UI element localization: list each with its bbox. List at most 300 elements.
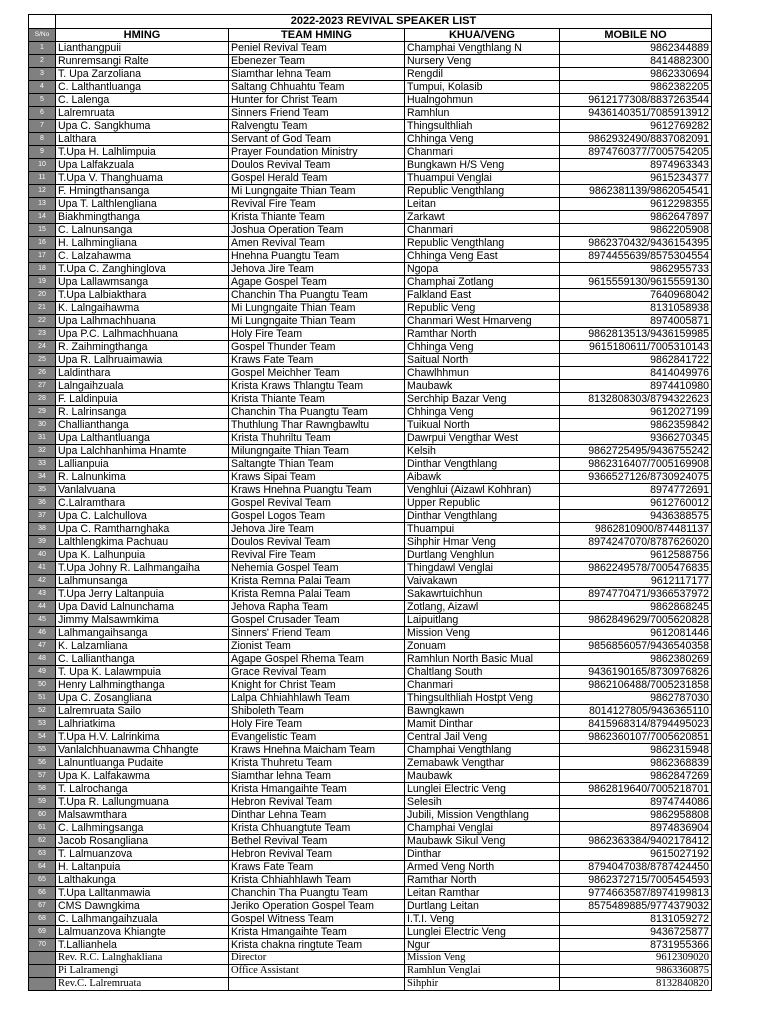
cell-khua: Ramhlun Venglai [405,965,560,978]
table-row [29,55,712,68]
cell-sno: 29 [29,406,56,419]
header-khua: KHUA/VENG [405,29,560,42]
cell-khua: Champhai Zotlang [405,276,560,289]
cell-hming: Lalnuntluanga Pudaite [56,757,229,770]
cell-khua: Leitan [405,198,560,211]
cell-team: Krista Hmangaihte Team [229,783,405,796]
cell-sno: 21 [29,302,56,315]
cell-khua: Ngur [405,939,560,952]
cell-hming: K. Lalngaihawma [56,302,229,315]
table-row [29,705,712,718]
cell-mobile: 8414882300 [560,55,712,68]
cell-hming: Upa Lallawmsanga [56,276,229,289]
cell-team: Krista Kraws Thlangtu Team [229,380,405,393]
cell-sno: 22 [29,315,56,328]
cell-team: Amen Revival Team [229,237,405,250]
cell-team: Siamthar lehna Team [229,68,405,81]
cell-team: Dinthar Lehna Team [229,809,405,822]
cell-hming: T.Upa Jerry Laltanpuia [56,588,229,601]
cell-team: Gospel Thunder Team [229,341,405,354]
cell-khua: Thuampui Venglai [405,172,560,185]
cell-hming: Upa C. Zosangliana [56,692,229,705]
cell-mobile: 9436140351/7085913912 [560,107,712,120]
cell-khua: Zemabawk Vengthar [405,757,560,770]
cell-team: Sinners Friend Team [229,107,405,120]
cell-team: Evangelistic Team [229,731,405,744]
cell-hming: Lalhmunsanga [56,575,229,588]
cell-khua: Ngopa [405,263,560,276]
table-row [29,393,712,406]
cell-sno: 3 [29,68,56,81]
table-row [29,770,712,783]
cell-hming: Lianthangpuii [56,42,229,55]
table-row [29,367,712,380]
cell-khua: Chanmari [405,679,560,692]
table-row [29,640,712,653]
cell-sno [29,978,56,991]
cell-hming: Upa K. Lalhunpuia [56,549,229,562]
cell-sno: 9 [29,146,56,159]
table-row [29,68,712,81]
cell-sno: 37 [29,510,56,523]
cell-hming: Challianthanga [56,419,229,432]
cell-mobile: 8731955366 [560,939,712,952]
staff-row [29,965,712,978]
cell-sno: 40 [29,549,56,562]
cell-team: Bethel Revival Team [229,835,405,848]
cell-hming: Lalthakunga [56,874,229,887]
table-row [29,354,712,367]
cell-mobile: 9856856057/9436540358 [560,640,712,653]
table-row [29,497,712,510]
cell-hming: Lalthlengkima Pachuau [56,536,229,549]
cell-sno: 63 [29,848,56,861]
cell-sno: 50 [29,679,56,692]
cell-sno: 49 [29,666,56,679]
cell-team: Thuthlung Thar Rawngbawltu [229,419,405,432]
cell-sno: 27 [29,380,56,393]
cell-sno: 65 [29,874,56,887]
cell-sno: 68 [29,913,56,926]
cell-khua: Ramthar North [405,328,560,341]
cell-mobile: 9862813513/9436159985 [560,328,712,341]
table-row [29,120,712,133]
table-row [29,718,712,731]
cell-team: Krista Remna Palai Team [229,575,405,588]
table-row [29,562,712,575]
table-row [29,679,712,692]
table-row [29,224,712,237]
cell-team [229,978,405,991]
cell-sno: 20 [29,289,56,302]
cell-mobile: 9436388575 [560,510,712,523]
cell-mobile: 8414049976 [560,367,712,380]
cell-mobile: 9862932490/8837082091 [560,133,712,146]
cell-team: Gospel Logos Team [229,510,405,523]
table-row [29,146,712,159]
table-row [29,237,712,250]
cell-sno: 39 [29,536,56,549]
cell-sno: 38 [29,523,56,536]
cell-mobile: 7640968042 [560,289,712,302]
cell-mobile: 9862316407/7005169908 [560,458,712,471]
cell-mobile: 9436190165/8730976826 [560,666,712,679]
cell-sno: 47 [29,640,56,653]
cell-khua: Dinthar Vengthlang [405,458,560,471]
cell-khua: Maubawk [405,770,560,783]
table-row [29,471,712,484]
cell-hming: Vanlalvuana [56,484,229,497]
table-row [29,172,712,185]
cell-team: Shiboleth Team [229,705,405,718]
table-row [29,419,712,432]
cell-sno: 69 [29,926,56,939]
cell-sno: 16 [29,237,56,250]
cell-team: Krista Remna Palai Team [229,588,405,601]
cell-khua: Chhinga Veng [405,341,560,354]
cell-sno: 57 [29,770,56,783]
title-row [29,15,712,29]
cell-khua: Laipuitlang [405,614,560,627]
cell-team: Revival Fire Team [229,198,405,211]
cell-hming: Upa R. Lalhruaimawia [56,354,229,367]
cell-sno: 70 [29,939,56,952]
cell-hming: C. Lalnunsanga [56,224,229,237]
cell-sno: 30 [29,419,56,432]
table-row [29,614,712,627]
table-row [29,133,712,146]
table-row [29,783,712,796]
cell-team: Hebron Revival Team [229,796,405,809]
cell-hming: T.Upa Lalbiakthara [56,289,229,302]
cell-mobile: 8794047038/8787424450 [560,861,712,874]
cell-hming: T. Upa K. Lalawmpuia [56,666,229,679]
cell-sno: 43 [29,588,56,601]
cell-hming: Lalmuanzova Khiangte [56,926,229,939]
cell-khua: Mission Veng [405,627,560,640]
cell-hming: Jacob Rosangliana [56,835,229,848]
cell-hming: C. Lalzahawma [56,250,229,263]
cell-sno: 56 [29,757,56,770]
cell-khua: Rengdil [405,68,560,81]
table-row [29,822,712,835]
cell-hming: R. Lalnunkima [56,471,229,484]
cell-khua: Tuikual North [405,419,560,432]
cell-hming: T.Upa Lalltanmawia [56,887,229,900]
cell-mobile: 8974247070/8787626020 [560,536,712,549]
cell-khua: Dinthar Vengthlang [405,510,560,523]
cell-mobile: 9612177308/8837263544 [560,94,712,107]
cell-hming: Upa Lalfakzuala [56,159,229,172]
cell-team: Kraws Fate Team [229,354,405,367]
cell-team: Prayer Foundation Ministry [229,146,405,159]
cell-mobile: 9862841722 [560,354,712,367]
cell-team: Ralvengtu Team [229,120,405,133]
cell-khua: Selesih [405,796,560,809]
cell-sno: 36 [29,497,56,510]
cell-mobile: 9862725495/9436755242 [560,445,712,458]
cell-khua: Hualngohmun [405,94,560,107]
cell-sno: 31 [29,432,56,445]
cell-hming: Lalremruata [56,107,229,120]
table-row [29,159,712,172]
cell-team: Peniel Revival Team [229,42,405,55]
cell-team: Chanchin Tha Puangtu Team [229,887,405,900]
cell-team: Mi Lungngaite Thian Team [229,185,405,198]
cell-hming: R. Lalrinsanga [56,406,229,419]
cell-mobile: 9862363384/9402178412 [560,835,712,848]
cell-hming: T.Upa Johny R. Lalhmangaiha [56,562,229,575]
header-team: TEAM HMING [229,29,405,42]
cell-mobile: 8575489885/9774379032 [560,900,712,913]
cell-team: Krista Chhuangtute Team [229,822,405,835]
cell-mobile: 9862849629/7005620828 [560,614,712,627]
cell-hming: Runremsangi Ralte [56,55,229,68]
cell-mobile: 9862205908 [560,224,712,237]
cell-team: Hebron Revival Team [229,848,405,861]
cell-khua: Republic Vengthlang [405,237,560,250]
cell-sno: 4 [29,81,56,94]
cell-sno: 53 [29,718,56,731]
cell-team: Jehova Jire Team [229,523,405,536]
table-row [29,575,712,588]
cell-khua: Upper Republic [405,497,560,510]
cell-sno: 51 [29,692,56,705]
cell-mobile: 8131058938 [560,302,712,315]
cell-team: Agape Gospel Rhema Team [229,653,405,666]
table-row [29,523,712,536]
cell-sno: 67 [29,900,56,913]
table-row [29,809,712,822]
cell-sno [29,952,56,965]
cell-mobile: 9862955733 [560,263,712,276]
table-row [29,263,712,276]
cell-sno: 42 [29,575,56,588]
cell-khua: Chawlhhmun [405,367,560,380]
cell-sno [29,965,56,978]
table-row [29,484,712,497]
cell-sno: 8 [29,133,56,146]
cell-hming: Lallianpuia [56,458,229,471]
table-row [29,276,712,289]
table-row [29,731,712,744]
cell-khua: Chhinga Veng [405,133,560,146]
cell-khua: Chanmari [405,224,560,237]
cell-khua: Champhai Vengthlang N [405,42,560,55]
cell-mobile: 8132840820 [560,978,712,991]
table-row [29,341,712,354]
table-row [29,380,712,393]
cell-sno: 60 [29,809,56,822]
cell-khua: Zonuam [405,640,560,653]
cell-team: Servant of God Team [229,133,405,146]
cell-mobile: 8974410980 [560,380,712,393]
cell-mobile: 9615027192 [560,848,712,861]
cell-khua: Republic Vengthlang [405,185,560,198]
cell-mobile: 8014127805/9436365110 [560,705,712,718]
cell-mobile: 9436725877 [560,926,712,939]
cell-team: Jeriko Operation Gospel Team [229,900,405,913]
cell-team: Mi Lungngaite Thian Team [229,302,405,315]
cell-khua: Maubawk [405,380,560,393]
cell-hming: Upa Lalhmachhuana [56,315,229,328]
table-row [29,94,712,107]
cell-mobile: 9862810900/874481137 [560,523,712,536]
cell-team: Lalpa Chhiahhlawh Team [229,692,405,705]
cell-team: Krista Thiante Team [229,211,405,224]
cell-mobile: 9862382205 [560,81,712,94]
cell-team: Kraws Hnehna Puangtu Team [229,484,405,497]
cell-team: Mi Lungngaite Thian Team [229,315,405,328]
cell-hming: Lalremruata Sailo [56,705,229,718]
table-row [29,666,712,679]
cell-team: Hunter for Christ Team [229,94,405,107]
cell-hming: Laldinthara [56,367,229,380]
cell-sno: 62 [29,835,56,848]
table-row [29,406,712,419]
cell-mobile: 9612117177 [560,575,712,588]
cell-sno: 35 [29,484,56,497]
table-row [29,42,712,55]
cell-team: Krista Thuhriltu Team [229,432,405,445]
cell-sno: 41 [29,562,56,575]
cell-khua: Leitan Ramthar [405,887,560,900]
cell-khua: Bawngkawn [405,705,560,718]
cell-khua: Lunglei Electric Veng [405,783,560,796]
cell-hming: H. Lalhmingliana [56,237,229,250]
cell-hming: C. Lalenga [56,94,229,107]
cell-hming: Jimmy Malsawmkima [56,614,229,627]
table-row [29,926,712,939]
cell-mobile: 9612760012 [560,497,712,510]
table-row [29,913,712,926]
sheet-title: 2022-2023 REVIVAL SPEAKER LIST [56,15,712,29]
cell-team: Kraws Sipai Team [229,471,405,484]
cell-hming: F. Hmingthansanga [56,185,229,198]
speaker-table [28,14,712,991]
table-row [29,315,712,328]
cell-hming: Upa C. Lalchullova [56,510,229,523]
cell-khua: Thuampui [405,523,560,536]
cell-khua: Champhai Venglai [405,822,560,835]
cell-khua: Chanmari [405,146,560,159]
cell-mobile: 9612081446 [560,627,712,640]
cell-khua: Nursery Veng [405,55,560,68]
cell-hming: T.Upa H.V. Lalrinkima [56,731,229,744]
cell-sno: 12 [29,185,56,198]
cell-hming: Upa C. Ramtharnghaka [56,523,229,536]
cell-khua: Ramthar North [405,874,560,887]
cell-sno: 28 [29,393,56,406]
cell-khua: Maubawk Sikul Veng [405,835,560,848]
cell-team: Gospel Meichher Team [229,367,405,380]
cell-sno: 18 [29,263,56,276]
cell-team: Krista Hmangaihte Team [229,926,405,939]
table-row [29,302,712,315]
cell-hming: T.Upa V. Thanghuama [56,172,229,185]
cell-khua: Saitual North [405,354,560,367]
cell-team: Doulos Revival Team [229,536,405,549]
cell-mobile: 8974455639/8575304554 [560,250,712,263]
cell-khua: Central Jail Veng [405,731,560,744]
cell-mobile: 8974744086 [560,796,712,809]
cell-khua: Sihphir [405,978,560,991]
cell-sno: 26 [29,367,56,380]
cell-khua: Bungkawn H/S Veng [405,159,560,172]
cell-khua: Dawrpui Vengthar West [405,432,560,445]
header-row [29,29,712,42]
cell-team: Chanchin Tha Puangtu Team [229,289,405,302]
cell-khua: Armed Veng North [405,861,560,874]
title-spacer [29,15,56,29]
cell-mobile: 8415968314/8794495023 [560,718,712,731]
table-row [29,211,712,224]
cell-mobile: 9612298355 [560,198,712,211]
cell-hming: Rev. R.C. Lalnghakliana [56,952,229,965]
cell-mobile: 9774663587/8974199813 [560,887,712,900]
cell-hming: T.Upa H. Lalhlimpuia [56,146,229,159]
cell-khua: I.T.I. Veng [405,913,560,926]
cell-mobile: 9862368839 [560,757,712,770]
cell-mobile: 9862380269 [560,653,712,666]
cell-sno: 48 [29,653,56,666]
cell-hming: Henry Lalhmingthanga [56,679,229,692]
cell-team: Chanchin Tha Puangtu Team [229,406,405,419]
cell-team: Kraws Hnehna Maicham Team [229,744,405,757]
cell-hming: Lalhmangaihsanga [56,627,229,640]
cell-sno: 7 [29,120,56,133]
cell-sno: 25 [29,354,56,367]
cell-hming: C. Lallianthanga [56,653,229,666]
table-row [29,432,712,445]
cell-sno: 66 [29,887,56,900]
cell-mobile: 9862847269 [560,770,712,783]
cell-hming: Upa C. Sangkhuma [56,120,229,133]
table-row [29,796,712,809]
cell-team: Jehova Jire Team [229,263,405,276]
cell-hming: Upa Lalthantluanga [56,432,229,445]
cell-mobile: 9862370432/9436154395 [560,237,712,250]
cell-mobile: 9862787030 [560,692,712,705]
cell-sno: 23 [29,328,56,341]
cell-team: Gospel Herald Team [229,172,405,185]
cell-hming: H. Laltanpuia [56,861,229,874]
cell-hming: Upa Lalchhanhima Hnamte [56,445,229,458]
cell-team: Holy Fire Team [229,328,405,341]
table-row [29,601,712,614]
cell-mobile: 9612027199 [560,406,712,419]
cell-mobile: 9862647897 [560,211,712,224]
cell-team: Jehova Rapha Team [229,601,405,614]
cell-sno: 45 [29,614,56,627]
cell-mobile: 8974770471/9366537972 [560,588,712,601]
cell-khua: Durtlang Venghlun [405,549,560,562]
cell-sno: 19 [29,276,56,289]
table-row [29,328,712,341]
table-row [29,107,712,120]
cell-team: Gospel Crusader Team [229,614,405,627]
cell-sno: 44 [29,601,56,614]
cell-sno: 58 [29,783,56,796]
cell-mobile: 9862819640/7005218701 [560,783,712,796]
cell-mobile: 9612769282 [560,120,712,133]
cell-team: Kraws Fate Team [229,861,405,874]
header-sno: S/No [29,29,56,42]
cell-sno: 46 [29,627,56,640]
cell-hming: T.Lallianhela [56,939,229,952]
cell-mobile: 9615559130/9615559130 [560,276,712,289]
cell-mobile: 8974772691 [560,484,712,497]
